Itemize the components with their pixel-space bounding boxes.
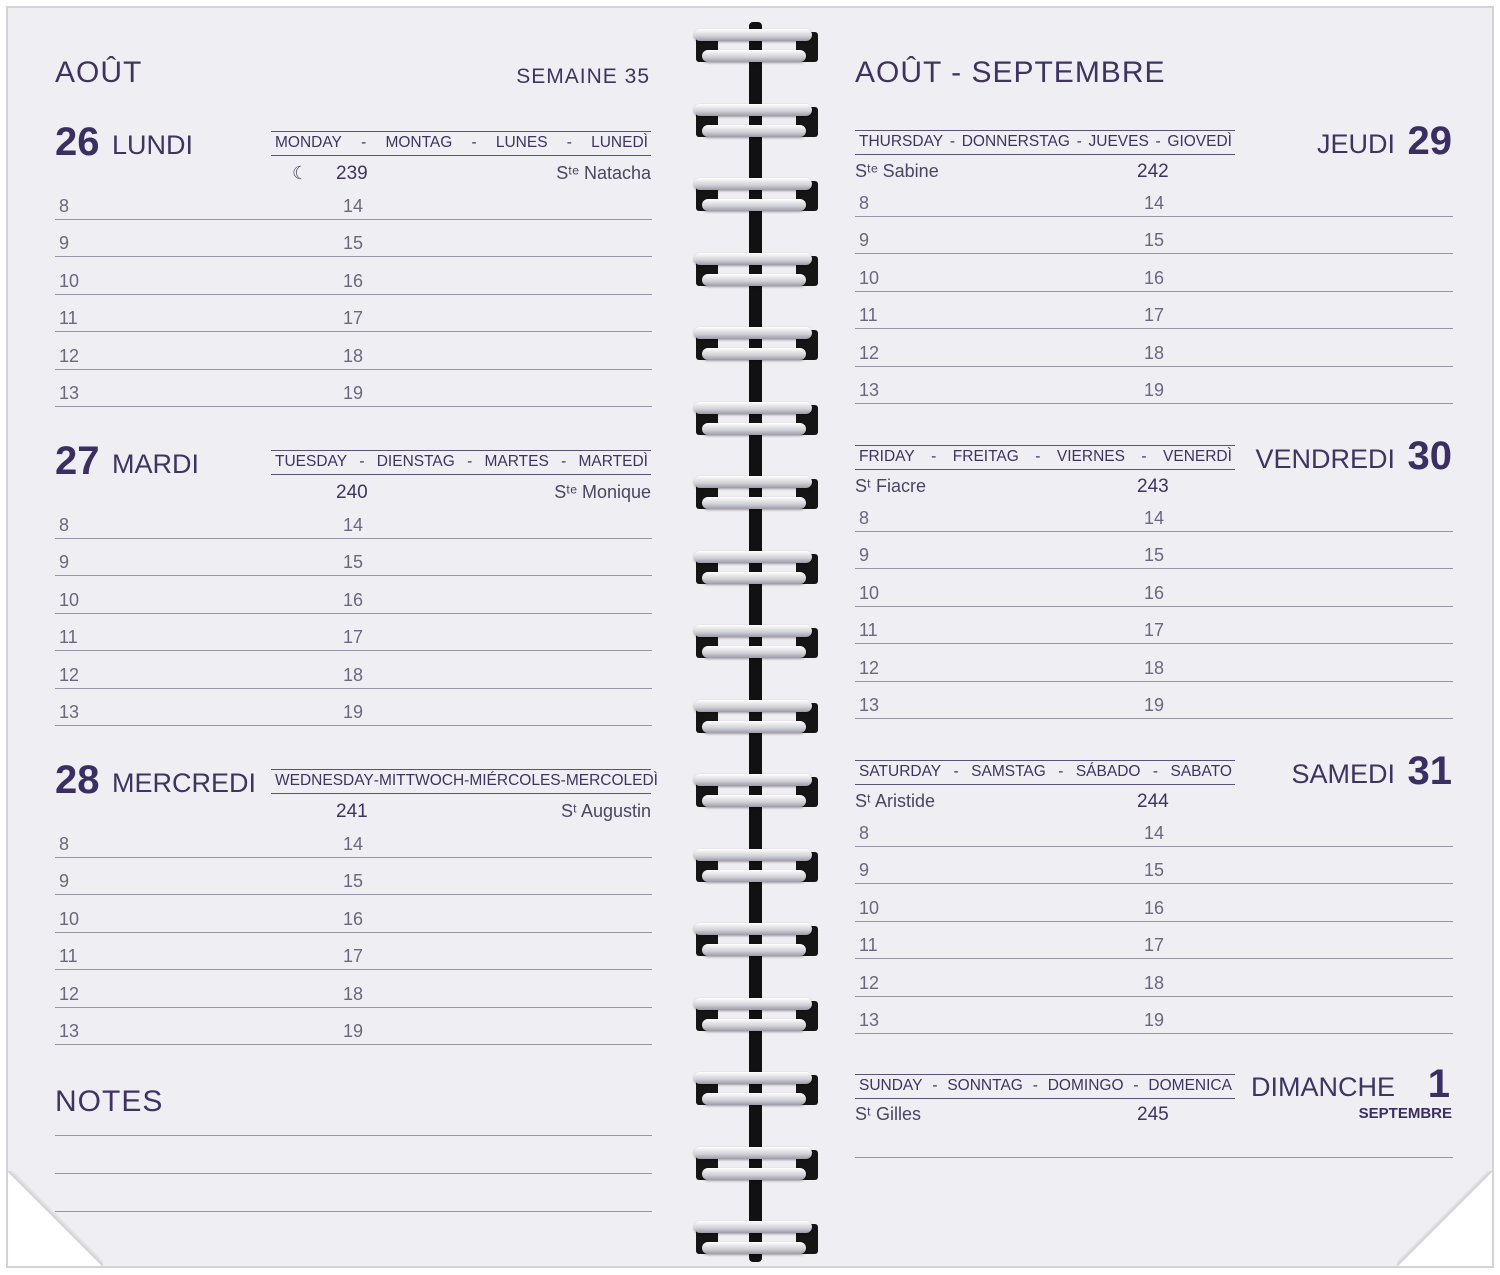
hour-line[interactable]	[55, 256, 652, 257]
lang-separator: -	[1032, 1077, 1038, 1094]
language-bar	[859, 764, 1232, 780]
notes-title: NOTES	[55, 1085, 164, 1118]
day-of-year: 243	[1137, 476, 1169, 497]
day-of-year: 241	[336, 801, 368, 822]
day-number: 26	[55, 120, 100, 164]
hour-label: 10	[59, 908, 80, 929]
spiral-ring	[680, 616, 826, 668]
hour-label: 14	[1144, 193, 1165, 213]
spiral-ring	[680, 840, 826, 892]
ring-wire	[702, 870, 806, 882]
lang-separator: -	[1076, 133, 1082, 150]
lang-separator: -	[1133, 1077, 1139, 1094]
hour-line[interactable]	[55, 406, 652, 407]
lang-label: LUNEDÌ	[591, 134, 648, 151]
hour-label: 8	[59, 515, 70, 535]
hour-label: 17	[1144, 305, 1165, 326]
language-bar-line	[271, 474, 651, 475]
ring-wire	[702, 199, 806, 211]
hour-label: 9	[859, 860, 870, 881]
ring-wire	[702, 348, 806, 360]
day-name: JEUDI	[1316, 129, 1395, 159]
ring-wire	[694, 104, 812, 116]
hour-label: 13	[59, 1021, 80, 1041]
ring-wire	[694, 774, 812, 786]
hour-label: 18	[1144, 972, 1165, 993]
hour-line[interactable]	[55, 219, 652, 220]
spiral-ring	[680, 318, 826, 370]
lang-label: MERCOLEDÌ	[565, 772, 658, 789]
hour-label: 17	[1144, 620, 1165, 641]
hour-label: 14	[1144, 508, 1165, 528]
lang-separator: -	[949, 133, 955, 150]
ring-wire	[694, 327, 812, 339]
spiral-ring	[680, 1063, 826, 1115]
hour-line[interactable]	[855, 681, 1453, 682]
hour-label: 11	[59, 627, 78, 648]
lang-separator: -	[471, 134, 477, 151]
lang-separator: -	[361, 134, 367, 151]
hour-label: 17	[1144, 935, 1165, 956]
lang-separator: -	[561, 453, 567, 470]
hour-label: 18	[343, 664, 364, 685]
hour-line[interactable]	[855, 846, 1453, 847]
lang-label: LUNES	[495, 134, 548, 151]
hour-line[interactable]	[855, 291, 1453, 292]
lang-separator: -	[1058, 763, 1064, 780]
hour-label: 13	[859, 380, 880, 400]
spiral-ring	[680, 1138, 826, 1190]
hour-line[interactable]	[55, 857, 652, 858]
lang-label: MIÉRCOLES	[469, 772, 561, 789]
hour-label: 19	[1144, 695, 1165, 715]
left-month-title: AOÛT	[55, 56, 143, 89]
lang-separator: -	[1152, 763, 1159, 780]
hour-label: 8	[859, 508, 870, 528]
spiral-ring	[680, 914, 826, 966]
lang-separator: -	[931, 448, 937, 465]
ring-wire	[702, 274, 806, 286]
hour-label: 10	[859, 267, 880, 288]
ring-wire	[694, 998, 812, 1010]
hour-label: 14	[1144, 823, 1165, 843]
language-bar-line	[855, 469, 1235, 470]
lang-separator: -	[373, 772, 379, 789]
hour-label: 12	[59, 983, 80, 1004]
language-bar-line	[855, 445, 1235, 446]
hour-label: 15	[1144, 860, 1165, 881]
hour-label: 9	[59, 871, 70, 892]
ring-wire	[694, 402, 812, 414]
hour-label: 12	[59, 345, 80, 366]
lang-label: DONNERSTAG	[961, 133, 1070, 150]
ring-wire	[702, 795, 806, 807]
day-number: 1	[1427, 1062, 1450, 1106]
ring-wire	[694, 1072, 812, 1084]
spiral-ring	[680, 691, 826, 743]
lang-separator: -	[566, 134, 572, 151]
lang-label: MITTWOCH	[378, 772, 465, 789]
hour-label: 17	[343, 308, 364, 329]
spiral-ring	[680, 244, 826, 296]
hour-label: 8	[859, 193, 870, 213]
lang-separator: -	[1141, 448, 1147, 465]
spiral-ring	[680, 169, 826, 221]
hour-label: 13	[859, 695, 880, 715]
right-month-title: AOÛT - SEPTEMBRE	[855, 56, 1166, 89]
hour-label: 12	[59, 664, 80, 685]
lang-separator: -	[464, 772, 470, 789]
hour-line[interactable]	[855, 328, 1453, 329]
hour-label: 16	[1144, 267, 1165, 288]
lang-label: FRIDAY	[859, 448, 915, 465]
hour-line[interactable]	[55, 894, 652, 895]
day-of-year: 244	[1137, 791, 1169, 812]
hour-line[interactable]	[855, 1033, 1453, 1034]
spiral-ring	[680, 95, 826, 147]
day-number: 28	[55, 758, 100, 802]
lang-label: SABATO	[1170, 763, 1232, 780]
spiral-ring	[680, 542, 826, 594]
lang-separator: -	[932, 1077, 938, 1094]
day-of-year: 239	[336, 163, 368, 184]
hour-label: 15	[343, 233, 364, 254]
ring-wire	[694, 1221, 812, 1233]
language-bar-line	[855, 154, 1235, 155]
ring-wire	[694, 253, 812, 265]
hour-label: 13	[859, 1010, 880, 1030]
lang-separator: -	[467, 453, 473, 470]
ring-wire	[702, 1242, 806, 1254]
hour-label: 19	[343, 1021, 364, 1041]
hour-label: 13	[59, 702, 80, 722]
day-name: LUNDI	[112, 130, 194, 160]
hour-label: 15	[1144, 545, 1165, 566]
lang-label: TUESDAY	[275, 453, 348, 470]
saint-name: Sᵗ Aristide	[855, 791, 935, 811]
notes-line[interactable]	[55, 1135, 652, 1136]
saint-name: Sᵗ Fiacre	[855, 476, 926, 496]
lang-label: FREITAG	[952, 448, 1019, 465]
hour-label: 11	[59, 308, 78, 329]
hour-label: 10	[859, 897, 880, 918]
hour-line[interactable]	[55, 969, 652, 970]
lang-label: VIERNES	[1056, 448, 1125, 465]
ring-wire	[702, 721, 806, 733]
hour-line[interactable]	[855, 643, 1453, 644]
language-bar-line	[271, 769, 651, 770]
ring-wire	[694, 476, 812, 488]
hour-label: 15	[1144, 230, 1165, 251]
page-corner-left	[8, 1171, 103, 1266]
day-number: 30	[1407, 434, 1452, 478]
hour-label: 19	[1144, 380, 1165, 400]
notes-line[interactable]	[55, 1173, 652, 1174]
hour-label: 16	[343, 908, 364, 929]
spiral-ring	[680, 765, 826, 817]
day-name: MERCREDI	[112, 768, 257, 798]
lang-label: MARTEDÌ	[578, 453, 648, 470]
lang-label: DIENSTAG	[376, 453, 455, 470]
hour-label: 12	[859, 342, 880, 363]
hour-label: 18	[343, 345, 364, 366]
day-of-year: 240	[336, 482, 368, 503]
ring-wire	[694, 551, 812, 563]
hour-line[interactable]	[855, 996, 1453, 997]
language-bar	[275, 135, 648, 151]
saint-name: Sᵗᵉ Sabine	[855, 161, 939, 181]
lang-label: DOMINGO	[1047, 1077, 1124, 1094]
ring-wire	[702, 50, 806, 62]
ring-wire	[694, 625, 812, 637]
saint-name: Sᵗᵉ Monique	[554, 482, 651, 502]
hour-line[interactable]	[55, 650, 652, 651]
saint-name: Sᵗ Augustin	[560, 801, 651, 821]
hour-line[interactable]	[55, 688, 652, 689]
hour-line[interactable]	[55, 1007, 652, 1008]
ring-wire	[694, 1147, 812, 1159]
day-of-year: 245	[1137, 1104, 1169, 1125]
hour-label: 12	[859, 972, 880, 993]
hour-label: 11	[859, 620, 878, 641]
lang-label: THURSDAY	[859, 133, 944, 150]
hour-line[interactable]	[55, 725, 652, 726]
hour-label: 16	[1144, 582, 1165, 603]
notes-line[interactable]	[55, 1211, 652, 1212]
page-corner-right	[1397, 1171, 1492, 1266]
lang-label: SONNTAG	[947, 1077, 1023, 1094]
hour-label: 9	[59, 552, 70, 573]
language-bar-line	[855, 1074, 1235, 1075]
hour-label: 17	[343, 946, 364, 967]
spiral-ring	[680, 989, 826, 1041]
language-bar-line	[855, 1098, 1235, 1099]
lang-label: VENERDÌ	[1163, 448, 1232, 465]
lang-label: SÁBADO	[1075, 763, 1141, 780]
hour-label: 11	[859, 935, 878, 956]
ring-wire	[702, 646, 806, 658]
ring-wire	[702, 125, 806, 137]
hour-line[interactable]	[855, 366, 1453, 367]
hour-label: 19	[1144, 1010, 1165, 1030]
ring-wire	[694, 849, 812, 861]
language-bar	[859, 134, 1232, 150]
hour-line[interactable]	[55, 575, 652, 576]
hour-line[interactable]	[55, 331, 652, 332]
ring-wire	[694, 700, 812, 712]
hour-label: 19	[343, 383, 364, 403]
lang-separator: -	[1155, 133, 1161, 150]
ring-wire	[694, 29, 812, 41]
lang-label: SUNDAY	[859, 1077, 923, 1094]
hour-label: 8	[59, 196, 70, 216]
day-of-year: 242	[1137, 161, 1169, 182]
hour-line[interactable]	[55, 613, 652, 614]
moon-phase-icon: ☾	[292, 163, 309, 183]
saint-name: Sᵗ Gilles	[855, 1104, 921, 1124]
hour-label: 10	[59, 589, 80, 610]
language-bar-line	[855, 130, 1235, 131]
hour-line[interactable]	[855, 958, 1453, 959]
day-name: VENDREDI	[1255, 444, 1395, 474]
hour-line[interactable]	[855, 606, 1453, 607]
spiral-ring	[680, 467, 826, 519]
day-month-sub: SEPTEMBRE	[1358, 1105, 1452, 1122]
ring-wire	[702, 1093, 806, 1105]
hour-label: 9	[859, 230, 870, 251]
lang-separator: -	[560, 772, 566, 789]
hour-line[interactable]	[855, 403, 1453, 404]
hour-line[interactable]	[855, 921, 1453, 922]
hour-line[interactable]	[855, 718, 1453, 719]
hour-label: 18	[1144, 657, 1165, 678]
saint-name: Sᵗᵉ Natacha	[556, 163, 651, 183]
ring-wire	[702, 572, 806, 584]
lang-label: JUEVES	[1088, 133, 1149, 150]
lang-label: MARTES	[484, 453, 549, 470]
language-bar	[275, 772, 658, 789]
hour-line[interactable]	[55, 1044, 652, 1045]
lang-separator: -	[953, 763, 959, 780]
hour-line[interactable]	[855, 253, 1453, 254]
hour-line[interactable]	[55, 369, 652, 370]
hour-label: 14	[343, 196, 364, 216]
sunday-line[interactable]	[855, 1157, 1453, 1158]
day-number: 31	[1407, 749, 1452, 793]
spiral-ring	[680, 393, 826, 445]
hour-label: 16	[343, 270, 364, 291]
lang-label: MONTAG	[385, 134, 453, 151]
language-bar	[859, 1078, 1232, 1094]
language-bar-line	[271, 155, 651, 156]
language-bar-line	[271, 793, 651, 794]
week-number: SEMAINE 35	[516, 65, 650, 88]
hour-label: 16	[343, 589, 364, 610]
hour-label: 14	[343, 515, 364, 535]
hour-line[interactable]	[855, 883, 1453, 884]
hour-line[interactable]	[855, 216, 1453, 217]
language-bar-line	[855, 760, 1235, 761]
spiral-ring	[680, 20, 826, 72]
hour-label: 9	[59, 233, 70, 254]
hour-label: 17	[343, 627, 364, 648]
hour-label: 10	[59, 270, 80, 291]
lang-label: MONDAY	[275, 134, 342, 151]
hour-line[interactable]	[55, 538, 652, 539]
hour-label: 8	[59, 834, 70, 854]
hour-label: 14	[343, 834, 364, 854]
hour-label: 12	[859, 657, 880, 678]
lang-label: GIOVEDÌ	[1167, 133, 1232, 150]
ring-wire	[702, 1168, 806, 1180]
lang-label: WEDNESDAY	[275, 772, 374, 789]
ring-wire	[702, 497, 806, 509]
hour-label: 13	[59, 383, 80, 403]
hour-line[interactable]	[55, 294, 652, 295]
language-bar-line	[855, 784, 1235, 785]
lang-label: SATURDAY	[859, 763, 942, 780]
day-number: 27	[55, 439, 100, 483]
hour-label: 9	[859, 545, 870, 566]
language-bar	[859, 449, 1232, 465]
ring-wire	[694, 923, 812, 935]
spiral-ring	[680, 1212, 826, 1264]
lang-separator: -	[359, 453, 365, 470]
language-bar-line	[271, 131, 651, 132]
hour-line[interactable]	[55, 932, 652, 933]
hour-label: 8	[859, 823, 870, 843]
hour-line[interactable]	[855, 568, 1453, 569]
ring-wire	[702, 1019, 806, 1031]
language-bar-line	[271, 450, 651, 451]
hour-label: 19	[343, 702, 364, 722]
ring-wire	[702, 944, 806, 956]
hour-label: 18	[343, 983, 364, 1004]
day-name: DIMANCHE	[1250, 1072, 1395, 1102]
language-bar	[275, 454, 648, 470]
lang-label: SAMSTAG	[971, 763, 1046, 780]
hour-line[interactable]	[855, 531, 1453, 532]
lang-label: DOMENICA	[1148, 1077, 1232, 1094]
day-name: SAMEDI	[1291, 759, 1395, 789]
hour-label: 16	[1144, 897, 1165, 918]
hour-label: 18	[1144, 342, 1165, 363]
hour-label: 11	[859, 305, 878, 326]
hour-label: 11	[59, 946, 78, 967]
hour-label: 15	[343, 871, 364, 892]
lang-separator: -	[1035, 448, 1041, 465]
day-number: 29	[1407, 119, 1452, 163]
ring-wire	[694, 178, 812, 190]
ring-wire	[702, 423, 806, 435]
hour-label: 10	[859, 582, 880, 603]
hour-label: 15	[343, 552, 364, 573]
day-name: MARDI	[112, 449, 199, 479]
